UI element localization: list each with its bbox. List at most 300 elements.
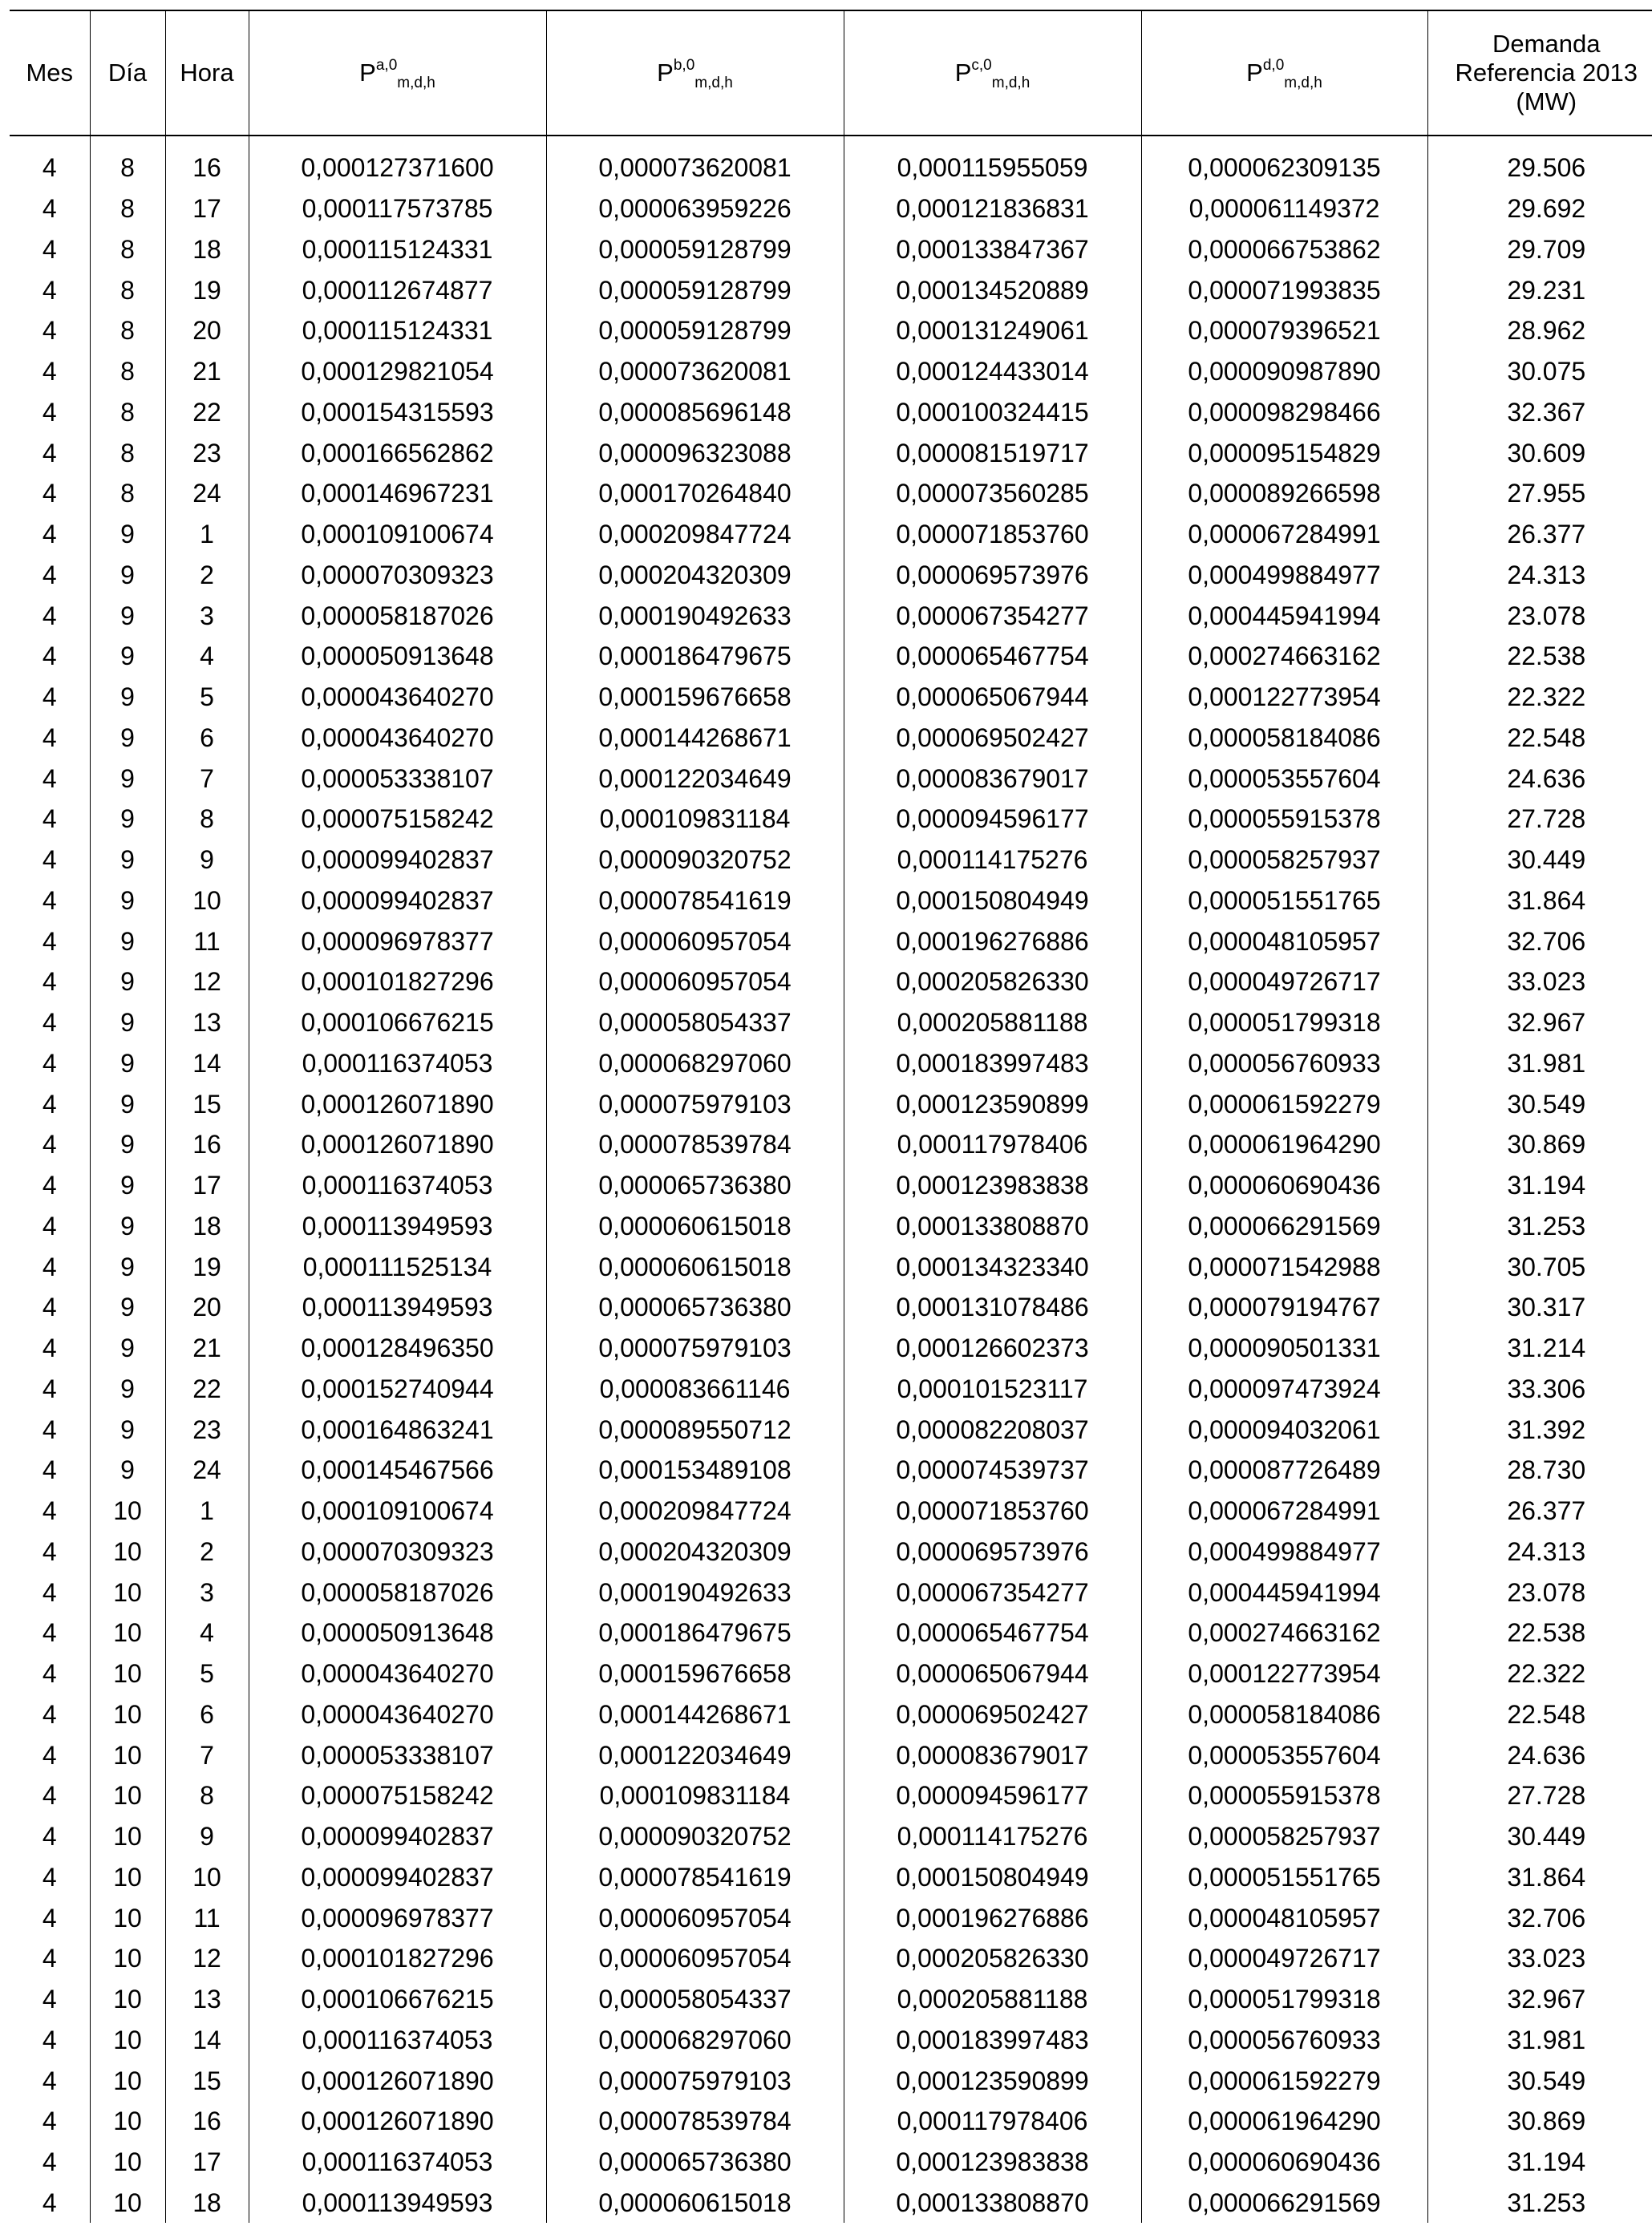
cell-demanda: 22.538	[1427, 1613, 1652, 1653]
cell-pb: 0,000159676658	[546, 677, 844, 718]
cell-hora: 20	[165, 1287, 249, 1328]
cell-mes: 4	[10, 718, 90, 759]
cell-pd: 0,000049726717	[1141, 961, 1427, 1002]
cell-pc: 0,000073560285	[844, 473, 1141, 514]
cell-pa: 0,000116374053	[249, 2142, 546, 2183]
cell-demanda: 30.317	[1427, 1287, 1652, 1328]
cell-mes: 4	[10, 636, 90, 677]
cell-dia: 9	[90, 758, 165, 799]
cell-pc: 0,000114175276	[844, 1816, 1141, 1857]
cell-pd: 0,000066291569	[1141, 2183, 1427, 2224]
cell-pd: 0,000060690436	[1141, 2142, 1427, 2183]
header-pd-sup: d,0	[1262, 57, 1285, 74]
cell-pc: 0,000150804949	[844, 880, 1141, 921]
cell-pc: 0,000134323340	[844, 1246, 1141, 1287]
cell-pb: 0,000059128799	[546, 310, 844, 351]
cell-pc: 0,000065467754	[844, 1613, 1141, 1653]
cell-pc: 0,000117978406	[844, 2101, 1141, 2142]
cell-dia: 10	[90, 2183, 165, 2224]
cell-pa: 0,000164863241	[249, 1409, 546, 1450]
cell-pa: 0,000113949593	[249, 1287, 546, 1328]
table-row	[10, 1653, 1652, 1694]
cell-pd: 0,000058257937	[1141, 840, 1427, 880]
cell-pc: 0,000205881188	[844, 1002, 1141, 1043]
cell-mes: 4	[10, 1734, 90, 1775]
header-pd	[1141, 10, 1427, 136]
table-row	[10, 2020, 1652, 2061]
cell-pc: 0,000083679017	[844, 758, 1141, 799]
table-row	[10, 840, 1652, 880]
cell-hora: 8	[165, 799, 249, 840]
cell-pd: 0,000055915378	[1141, 1775, 1427, 1816]
cell-pd: 0,000097473924	[1141, 1369, 1427, 1410]
cell-pa: 0,000112674877	[249, 269, 546, 310]
cell-mes: 4	[10, 2142, 90, 2183]
cell-pc: 0,000100324415	[844, 392, 1141, 433]
cell-demanda: 30.549	[1427, 1083, 1652, 1124]
header-pb-sub: m,d,h	[694, 75, 733, 91]
cell-pa: 0,000115124331	[249, 310, 546, 351]
cell-pa: 0,000116374053	[249, 1165, 546, 1206]
cell-pd: 0,000061592279	[1141, 1083, 1427, 1124]
cell-hora: 17	[165, 2142, 249, 2183]
cell-pb: 0,000090320752	[546, 840, 844, 880]
cell-mes: 4	[10, 758, 90, 799]
cell-mes: 4	[10, 514, 90, 555]
cell-pb: 0,000153489108	[546, 1450, 844, 1491]
cell-pd: 0,000499884977	[1141, 1532, 1427, 1572]
cell-pc: 0,000081519717	[844, 432, 1141, 473]
cell-pc: 0,000123983838	[844, 2142, 1141, 2183]
cell-mes: 4	[10, 2183, 90, 2224]
cell-pb: 0,000065736380	[546, 2142, 844, 2183]
cell-dia: 9	[90, 595, 165, 636]
table-row	[10, 2183, 1652, 2224]
table-row	[10, 1979, 1652, 2020]
cell-dia: 9	[90, 1409, 165, 1450]
cell-hora: 9	[165, 1816, 249, 1857]
cell-pa: 0,000116374053	[249, 2020, 546, 2061]
cell-pd: 0,000048105957	[1141, 921, 1427, 961]
cell-hora: 11	[165, 1897, 249, 1938]
cell-dia: 10	[90, 1653, 165, 1694]
table-row	[10, 1369, 1652, 1410]
cell-dia: 9	[90, 1124, 165, 1165]
cell-demanda: 33.023	[1427, 1938, 1652, 1979]
cell-demanda: 27.728	[1427, 1775, 1652, 1816]
cell-mes: 4	[10, 310, 90, 351]
cell-pb: 0,000058054337	[546, 1002, 844, 1043]
cell-pc: 0,000065467754	[844, 636, 1141, 677]
cell-pb: 0,000059128799	[546, 229, 844, 270]
cell-pb: 0,000085696148	[546, 392, 844, 433]
cell-mes: 4	[10, 1857, 90, 1898]
table-row	[10, 432, 1652, 473]
table-row	[10, 961, 1652, 1002]
cell-pa: 0,000043640270	[249, 718, 546, 759]
table-row	[10, 1491, 1652, 1532]
cell-dia: 9	[90, 636, 165, 677]
cell-pa: 0,000109100674	[249, 514, 546, 555]
cell-mes: 4	[10, 1328, 90, 1369]
cell-pb: 0,000060615018	[546, 2183, 844, 2224]
cell-mes: 4	[10, 269, 90, 310]
cell-mes: 4	[10, 921, 90, 961]
table-row	[10, 1409, 1652, 1450]
cell-mes: 4	[10, 880, 90, 921]
cell-demanda: 27.955	[1427, 473, 1652, 514]
cell-demanda: 32.367	[1427, 392, 1652, 433]
cell-pd: 0,000122773954	[1141, 677, 1427, 718]
cell-dia: 10	[90, 1613, 165, 1653]
cell-demanda: 24.636	[1427, 1734, 1652, 1775]
cell-dia: 9	[90, 1206, 165, 1247]
table-row	[10, 1206, 1652, 1247]
cell-demanda: 22.538	[1427, 636, 1652, 677]
cell-hora: 16	[165, 2101, 249, 2142]
table-body	[10, 136, 1652, 2223]
cell-pb: 0,000068297060	[546, 1043, 844, 1084]
cell-demanda: 26.377	[1427, 1491, 1652, 1532]
cell-demanda: 30.609	[1427, 432, 1652, 473]
cell-pb: 0,000060957054	[546, 961, 844, 1002]
cell-pc: 0,000150804949	[844, 1857, 1141, 1898]
cell-pc: 0,000124433014	[844, 351, 1141, 392]
cell-demanda: 31.392	[1427, 1409, 1652, 1450]
cell-mes: 4	[10, 1897, 90, 1938]
cell-hora: 14	[165, 2020, 249, 2061]
cell-hora: 20	[165, 310, 249, 351]
cell-pb: 0,000204320309	[546, 555, 844, 596]
cell-pc: 0,000117978406	[844, 1124, 1141, 1165]
cell-pa: 0,000101827296	[249, 1938, 546, 1979]
cell-mes: 4	[10, 229, 90, 270]
cell-mes: 4	[10, 1165, 90, 1206]
cell-dia: 9	[90, 1287, 165, 1328]
cell-pa: 0,000128496350	[249, 1328, 546, 1369]
cell-demanda: 31.214	[1427, 1328, 1652, 1369]
cell-demanda: 30.705	[1427, 1246, 1652, 1287]
cell-pc: 0,000121836831	[844, 188, 1141, 229]
cell-hora: 24	[165, 1450, 249, 1491]
cell-hora: 9	[165, 840, 249, 880]
cell-hora: 8	[165, 1775, 249, 1816]
cell-mes: 4	[10, 961, 90, 1002]
cell-dia: 10	[90, 1775, 165, 1816]
cell-pa: 0,000146967231	[249, 473, 546, 514]
header-pc	[844, 10, 1141, 136]
cell-pa: 0,000101827296	[249, 961, 546, 1002]
cell-pd: 0,000061592279	[1141, 2060, 1427, 2101]
cell-pb: 0,000059128799	[546, 269, 844, 310]
cell-mes: 4	[10, 1124, 90, 1165]
cell-mes: 4	[10, 473, 90, 514]
cell-pd: 0,000060690436	[1141, 1165, 1427, 1206]
cell-dia: 10	[90, 2142, 165, 2183]
cell-pd: 0,000048105957	[1141, 1897, 1427, 1938]
cell-pa: 0,000075158242	[249, 1775, 546, 1816]
cell-pa: 0,000111525134	[249, 1246, 546, 1287]
cell-pa: 0,000043640270	[249, 1694, 546, 1735]
header-pd-base: P	[1246, 59, 1263, 87]
cell-pa: 0,000117573785	[249, 188, 546, 229]
cell-pb: 0,000073620081	[546, 136, 844, 188]
cell-demanda: 31.864	[1427, 1857, 1652, 1898]
cell-demanda: 26.377	[1427, 514, 1652, 555]
cell-pc: 0,000183997483	[844, 1043, 1141, 1084]
cell-pb: 0,000058054337	[546, 1979, 844, 2020]
cell-pa: 0,000126071890	[249, 1124, 546, 1165]
table-row	[10, 718, 1652, 759]
cell-pd: 0,000095154829	[1141, 432, 1427, 473]
cell-pb: 0,000109831184	[546, 1775, 844, 1816]
cell-pd: 0,000094032061	[1141, 1409, 1427, 1450]
cell-dia: 9	[90, 1450, 165, 1491]
cell-pb: 0,000078541619	[546, 1857, 844, 1898]
cell-pc: 0,000069502427	[844, 1694, 1141, 1735]
table-row	[10, 636, 1652, 677]
cell-dia: 10	[90, 1734, 165, 1775]
cell-hora: 3	[165, 595, 249, 636]
table-row	[10, 2060, 1652, 2101]
header-pc-base: P	[954, 59, 972, 87]
cell-demanda: 31.194	[1427, 1165, 1652, 1206]
cell-pb: 0,000078539784	[546, 2101, 844, 2142]
cell-pc: 0,000131078486	[844, 1287, 1141, 1328]
cell-pd: 0,000055915378	[1141, 799, 1427, 840]
cell-hora: 18	[165, 2183, 249, 2224]
cell-demanda: 28.730	[1427, 1450, 1652, 1491]
table-row	[10, 1694, 1652, 1735]
cell-pc: 0,000133847367	[844, 229, 1141, 270]
header-pa	[249, 10, 546, 136]
cell-pb: 0,000122034649	[546, 758, 844, 799]
cell-mes: 4	[10, 1450, 90, 1491]
cell-demanda: 32.706	[1427, 921, 1652, 961]
cell-pd: 0,000079396521	[1141, 310, 1427, 351]
table-row	[10, 1328, 1652, 1369]
cell-pa: 0,000050913648	[249, 636, 546, 677]
cell-pa: 0,000053338107	[249, 758, 546, 799]
cell-pd: 0,000445941994	[1141, 595, 1427, 636]
table-row	[10, 514, 1652, 555]
cell-hora: 23	[165, 1409, 249, 1450]
cell-pa: 0,000126071890	[249, 2060, 546, 2101]
cell-pb: 0,000075979103	[546, 2060, 844, 2101]
cell-pd: 0,000089266598	[1141, 473, 1427, 514]
cell-pb: 0,000075979103	[546, 1328, 844, 1369]
cell-pa: 0,000113949593	[249, 1206, 546, 1247]
cell-mes: 4	[10, 2020, 90, 2061]
cell-hora: 3	[165, 1572, 249, 1613]
cell-pa: 0,000058187026	[249, 1572, 546, 1613]
cell-pd: 0,000071542988	[1141, 1246, 1427, 1287]
cell-demanda: 22.322	[1427, 677, 1652, 718]
cell-pc: 0,000123983838	[844, 1165, 1141, 1206]
cell-pc: 0,000183997483	[844, 2020, 1141, 2061]
cell-dia: 9	[90, 799, 165, 840]
cell-pc: 0,000094596177	[844, 1775, 1141, 1816]
cell-hora: 22	[165, 1369, 249, 1410]
cell-hora: 17	[165, 1165, 249, 1206]
cell-pa: 0,000058187026	[249, 595, 546, 636]
cell-dia: 10	[90, 1491, 165, 1532]
cell-mes: 4	[10, 432, 90, 473]
cell-mes: 4	[10, 555, 90, 596]
cell-hora: 19	[165, 269, 249, 310]
cell-demanda: 24.636	[1427, 758, 1652, 799]
cell-pb: 0,000063959226	[546, 188, 844, 229]
cell-hora: 2	[165, 555, 249, 596]
cell-mes: 4	[10, 1369, 90, 1410]
table-row	[10, 1816, 1652, 1857]
cell-demanda: 31.864	[1427, 880, 1652, 921]
table-row	[10, 1002, 1652, 1043]
table-row	[10, 1857, 1652, 1898]
cell-pa: 0,000099402837	[249, 1857, 546, 1898]
cell-mes: 4	[10, 136, 90, 188]
cell-mes: 4	[10, 2060, 90, 2101]
cell-pc: 0,000134520889	[844, 269, 1141, 310]
cell-hora: 13	[165, 1979, 249, 2020]
cell-mes: 4	[10, 1083, 90, 1124]
cell-demanda: 29.709	[1427, 229, 1652, 270]
cell-pb: 0,000073620081	[546, 351, 844, 392]
cell-hora: 24	[165, 473, 249, 514]
cell-mes: 4	[10, 677, 90, 718]
cell-pb: 0,000068297060	[546, 2020, 844, 2061]
cell-demanda: 31.253	[1427, 2183, 1652, 2224]
cell-pa: 0,000152740944	[249, 1369, 546, 1410]
cell-demanda: 33.023	[1427, 961, 1652, 1002]
table-row	[10, 269, 1652, 310]
header-demanda-line3: (MW)	[1516, 87, 1577, 115]
cell-pa: 0,000115124331	[249, 229, 546, 270]
header-pc-sup: c,0	[971, 57, 992, 74]
cell-demanda: 31.981	[1427, 1043, 1652, 1084]
cell-pc: 0,000069502427	[844, 718, 1141, 759]
cell-mes: 4	[10, 1694, 90, 1735]
cell-pd: 0,000049726717	[1141, 1938, 1427, 1979]
table-row	[10, 229, 1652, 270]
cell-pd: 0,000051799318	[1141, 1002, 1427, 1043]
cell-pb: 0,000209847724	[546, 1491, 844, 1532]
cell-pa: 0,000126071890	[249, 2101, 546, 2142]
cell-pc: 0,000094596177	[844, 799, 1141, 840]
cell-pa: 0,000070309323	[249, 555, 546, 596]
cell-hora: 1	[165, 514, 249, 555]
table-row	[10, 677, 1652, 718]
cell-mes: 4	[10, 1409, 90, 1450]
cell-pc: 0,000131249061	[844, 310, 1141, 351]
header-pd-sub: m,d,h	[1284, 75, 1322, 91]
cell-mes: 4	[10, 1287, 90, 1328]
cell-pb: 0,000096323088	[546, 432, 844, 473]
cell-mes: 4	[10, 1938, 90, 1979]
cell-dia: 9	[90, 961, 165, 1002]
cell-pc: 0,000196276886	[844, 1897, 1141, 1938]
cell-pa: 0,000075158242	[249, 799, 546, 840]
cell-pb: 0,000144268671	[546, 1694, 844, 1735]
cell-pa: 0,000127371600	[249, 136, 546, 188]
cell-hora: 2	[165, 1532, 249, 1572]
cell-dia: 8	[90, 432, 165, 473]
cell-hora: 5	[165, 677, 249, 718]
cell-hora: 1	[165, 1491, 249, 1532]
cell-hora: 16	[165, 136, 249, 188]
cell-demanda: 29.231	[1427, 269, 1652, 310]
cell-mes: 4	[10, 1653, 90, 1694]
header-pa-base: P	[359, 59, 376, 87]
cell-pc: 0,000069573976	[844, 555, 1141, 596]
cell-pd: 0,000051799318	[1141, 1979, 1427, 2020]
table-row	[10, 1246, 1652, 1287]
cell-dia: 9	[90, 718, 165, 759]
cell-dia: 9	[90, 1165, 165, 1206]
cell-pa: 0,000154315593	[249, 392, 546, 433]
cell-demanda: 22.322	[1427, 1653, 1652, 1694]
cell-hora: 4	[165, 1613, 249, 1653]
cell-pc: 0,000123590899	[844, 1083, 1141, 1124]
demand-table	[10, 10, 1652, 2223]
table-row	[10, 1775, 1652, 1816]
cell-pd: 0,000061964290	[1141, 1124, 1427, 1165]
cell-pc: 0,000205826330	[844, 961, 1141, 1002]
cell-pc: 0,000074539737	[844, 1450, 1141, 1491]
cell-pb: 0,000065736380	[546, 1287, 844, 1328]
table-row	[10, 1450, 1652, 1491]
table-header	[10, 10, 1652, 136]
cell-pb: 0,000060615018	[546, 1206, 844, 1247]
cell-hora: 12	[165, 1938, 249, 1979]
cell-dia: 8	[90, 269, 165, 310]
cell-dia: 10	[90, 2020, 165, 2061]
cell-pa: 0,000129821054	[249, 351, 546, 392]
cell-pb: 0,000065736380	[546, 1165, 844, 1206]
cell-dia: 10	[90, 1572, 165, 1613]
cell-pa: 0,000099402837	[249, 840, 546, 880]
cell-demanda: 24.313	[1427, 555, 1652, 596]
cell-pb: 0,000190492633	[546, 1572, 844, 1613]
cell-pd: 0,000053557604	[1141, 758, 1427, 799]
cell-pd: 0,000090987890	[1141, 351, 1427, 392]
cell-dia: 8	[90, 473, 165, 514]
cell-mes: 4	[10, 188, 90, 229]
cell-dia: 9	[90, 555, 165, 596]
cell-pc: 0,000065067944	[844, 677, 1141, 718]
cell-pd: 0,000062309135	[1141, 136, 1427, 188]
cell-demanda: 31.194	[1427, 2142, 1652, 2183]
cell-pc: 0,000133808870	[844, 1206, 1141, 1247]
cell-dia: 10	[90, 1938, 165, 1979]
cell-dia: 9	[90, 921, 165, 961]
cell-hora: 21	[165, 351, 249, 392]
cell-pc: 0,000069573976	[844, 1532, 1141, 1572]
cell-pb: 0,000109831184	[546, 799, 844, 840]
table-row	[10, 2142, 1652, 2183]
cell-pd: 0,000051551765	[1141, 1857, 1427, 1898]
cell-dia: 9	[90, 677, 165, 718]
cell-pd: 0,000274663162	[1141, 1613, 1427, 1653]
cell-hora: 14	[165, 1043, 249, 1084]
table-row	[10, 1165, 1652, 1206]
cell-hora: 15	[165, 1083, 249, 1124]
table-row	[10, 880, 1652, 921]
cell-pa: 0,000166562862	[249, 432, 546, 473]
cell-pd: 0,000122773954	[1141, 1653, 1427, 1694]
header-demanda-line1: Demanda	[1492, 30, 1601, 58]
header-pb-sup: b,0	[673, 57, 695, 74]
